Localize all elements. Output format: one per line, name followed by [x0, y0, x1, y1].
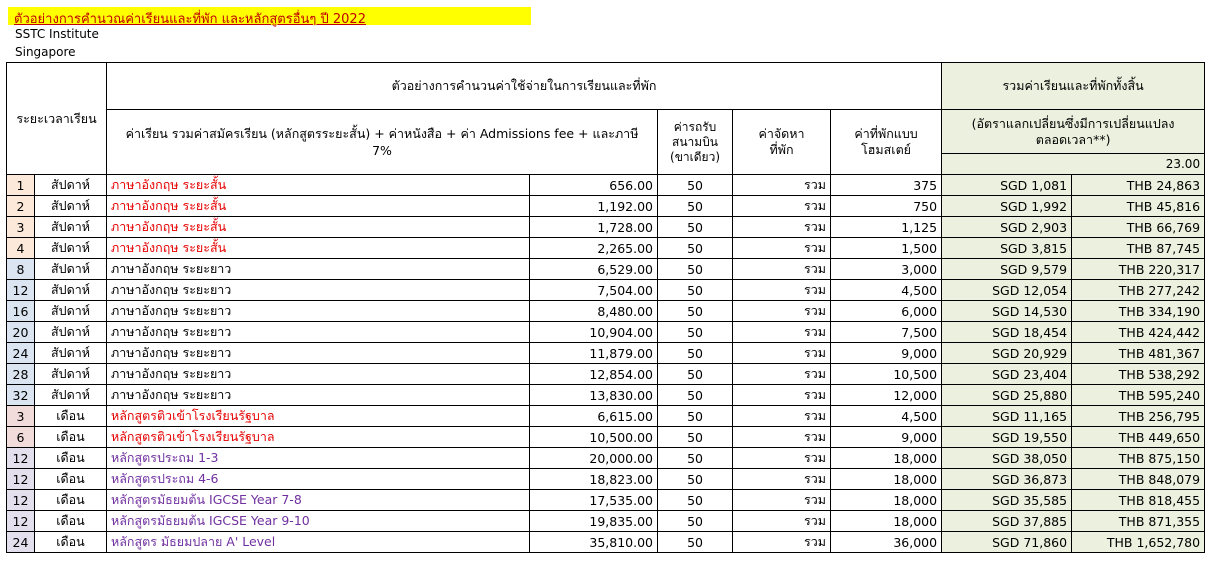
duration-unit: เดือน	[35, 448, 107, 469]
tuition-fee: 13,830.00	[530, 385, 658, 406]
total-sgd: SGD 36,873	[942, 469, 1072, 490]
duration-number: 32	[7, 385, 35, 406]
spacer-cell	[432, 280, 530, 301]
total-sgd: SGD 38,050	[942, 448, 1072, 469]
placement-fee: รวม	[733, 364, 831, 385]
table-row	[7, 217, 1205, 238]
table-row	[7, 385, 1205, 406]
course-name: ภาษาอังกฤษ ระยะสั้น	[107, 196, 432, 217]
tuition-fee: 1,728.00	[530, 217, 658, 238]
placement-fee: รวม	[733, 175, 831, 196]
airport-fee: 50	[658, 427, 733, 448]
placement-fee: รวม	[733, 322, 831, 343]
table-row	[7, 427, 1205, 448]
table-row	[7, 406, 1205, 427]
total-thb: THB 24,863	[1072, 175, 1205, 196]
fee-table	[6, 62, 1205, 553]
placement-fee: รวม	[733, 448, 831, 469]
tuition-fee: 7,504.00	[530, 280, 658, 301]
duration-unit: เดือน	[35, 490, 107, 511]
airport-fee: 50	[658, 511, 733, 532]
tuition-fee: 6,615.00	[530, 406, 658, 427]
placement-fee: รวม	[733, 259, 831, 280]
placement-fee: รวม	[733, 490, 831, 511]
placement-fee: รวม	[733, 406, 831, 427]
course-name: ภาษาอังกฤษ ระยะยาว	[107, 343, 432, 364]
placement-fee: รวม	[733, 532, 831, 553]
homestay-fee: 4,500	[831, 406, 942, 427]
header-duration: ระยะเวลาเรียน	[7, 63, 107, 175]
total-sgd: SGD 12,054	[942, 280, 1072, 301]
table-row	[7, 490, 1205, 511]
homestay-fee: 7,500	[831, 322, 942, 343]
total-thb: THB 277,242	[1072, 280, 1205, 301]
table-row	[7, 343, 1205, 364]
duration-unit: เดือน	[35, 511, 107, 532]
duration-number: 12	[7, 280, 35, 301]
homestay-fee: 18,000	[831, 448, 942, 469]
spacer-cell	[432, 343, 530, 364]
spacer-cell	[432, 490, 530, 511]
course-name: ภาษาอังกฤษ ระยะสั้น	[107, 217, 432, 238]
placement-fee: รวม	[733, 280, 831, 301]
total-thb: THB 334,190	[1072, 301, 1205, 322]
total-thb: THB 66,769	[1072, 217, 1205, 238]
placement-fee: รวม	[733, 427, 831, 448]
spacer-cell	[432, 511, 530, 532]
duration-unit: เดือน	[35, 532, 107, 553]
duration-number: 4	[7, 238, 35, 259]
duration-unit: สัปดาห์	[35, 322, 107, 343]
duration-number: 24	[7, 343, 35, 364]
placement-fee: รวม	[733, 385, 831, 406]
table-row	[7, 469, 1205, 490]
duration-number: 3	[7, 217, 35, 238]
homestay-fee: 750	[831, 196, 942, 217]
tuition-fee: 17,535.00	[530, 490, 658, 511]
duration-number: 8	[7, 259, 35, 280]
table-row	[7, 364, 1205, 385]
header-total-group: รวมค่าเรียนและที่พักทั้งสิ้น	[942, 63, 1205, 110]
spacer-cell	[432, 469, 530, 490]
spacer-cell	[432, 322, 530, 343]
airport-fee: 50	[658, 448, 733, 469]
tuition-fee: 10,500.00	[530, 427, 658, 448]
duration-unit: สัปดาห์	[35, 301, 107, 322]
airport-fee: 50	[658, 343, 733, 364]
institute-name: SSTC Institute	[15, 27, 99, 41]
duration-unit: เดือน	[35, 469, 107, 490]
placement-fee: รวม	[733, 217, 831, 238]
duration-unit: สัปดาห์	[35, 280, 107, 301]
duration-number: 28	[7, 364, 35, 385]
duration-unit: สัปดาห์	[35, 175, 107, 196]
airport-fee: 50	[658, 259, 733, 280]
duration-unit: สัปดาห์	[35, 385, 107, 406]
course-name: หลักสูตรติวเข้าโรงเรียนรัฐบาล	[107, 427, 432, 448]
duration-unit: สัปดาห์	[35, 343, 107, 364]
placement-fee: รวม	[733, 238, 831, 259]
header-airport: ค่ารถรับสนามบิน (ขาเดียว)	[658, 110, 733, 175]
tuition-fee: 19,835.00	[530, 511, 658, 532]
airport-fee: 50	[658, 217, 733, 238]
course-name: ภาษาอังกฤษ ระยะยาว	[107, 322, 432, 343]
total-thb: THB 220,317	[1072, 259, 1205, 280]
duration-unit: สัปดาห์	[35, 238, 107, 259]
total-sgd: SGD 37,885	[942, 511, 1072, 532]
total-thb: THB 449,650	[1072, 427, 1205, 448]
spacer-cell	[432, 385, 530, 406]
table-row	[7, 322, 1205, 343]
total-sgd: SGD 25,880	[942, 385, 1072, 406]
homestay-fee: 18,000	[831, 511, 942, 532]
duration-number: 20	[7, 322, 35, 343]
placement-fee: รวม	[733, 343, 831, 364]
tuition-fee: 6,529.00	[530, 259, 658, 280]
total-sgd: SGD 1,992	[942, 196, 1072, 217]
homestay-fee: 9,000	[831, 343, 942, 364]
header-homestay: ค่าที่พักแบบโฮมสเตย์	[831, 110, 942, 175]
table-row	[7, 259, 1205, 280]
tuition-fee: 656.00	[530, 175, 658, 196]
airport-fee: 50	[658, 406, 733, 427]
placement-fee: รวม	[733, 196, 831, 217]
tuition-fee: 12,854.00	[530, 364, 658, 385]
table-row	[7, 301, 1205, 322]
spacer-cell	[432, 532, 530, 553]
duration-number: 12	[7, 469, 35, 490]
total-sgd: SGD 11,165	[942, 406, 1072, 427]
course-name: หลักสูตรมัธยมต้น IGCSE Year 9-10	[107, 511, 432, 532]
total-sgd: SGD 2,903	[942, 217, 1072, 238]
course-name: หลักสูตรประถม 4-6	[107, 469, 432, 490]
total-thb: THB 87,745	[1072, 238, 1205, 259]
total-sgd: SGD 23,404	[942, 364, 1072, 385]
total-sgd: SGD 20,929	[942, 343, 1072, 364]
course-name: หลักสูตร มัธยมปลาย A' Level	[107, 532, 432, 553]
course-name: ภาษาอังกฤษ ระยะยาว	[107, 280, 432, 301]
homestay-fee: 6,000	[831, 301, 942, 322]
airport-fee: 50	[658, 196, 733, 217]
homestay-fee: 12,000	[831, 385, 942, 406]
total-sgd: SGD 9,579	[942, 259, 1072, 280]
duration-number: 1	[7, 175, 35, 196]
total-thb: THB 871,355	[1072, 511, 1205, 532]
tuition-fee: 11,879.00	[530, 343, 658, 364]
header-placement: ค่าจัดหาที่พัก	[733, 110, 831, 175]
table-row	[7, 175, 1205, 196]
spacer-cell	[432, 406, 530, 427]
total-thb: THB 481,367	[1072, 343, 1205, 364]
course-name: ภาษาอังกฤษ ระยะยาว	[107, 259, 432, 280]
total-thb: THB 818,455	[1072, 490, 1205, 511]
airport-fee: 50	[658, 469, 733, 490]
duration-unit: เดือน	[35, 427, 107, 448]
duration-unit: สัปดาห์	[35, 364, 107, 385]
header-calc-group: ตัวอย่างการคำนวนค่าใช้จ่ายในการเรียนและที่พัก	[107, 63, 942, 110]
document-title: ตัวอย่างการคำนวณค่าเรียนและที่พัก และหลักสูตรอื่นๆ ปี 2022	[14, 12, 366, 27]
homestay-fee: 1,500	[831, 238, 942, 259]
spacer-cell	[432, 238, 530, 259]
total-thb: THB 595,240	[1072, 385, 1205, 406]
airport-fee: 50	[658, 490, 733, 511]
total-sgd: SGD 71,860	[942, 532, 1072, 553]
duration-number: 3	[7, 406, 35, 427]
spacer-cell	[432, 364, 530, 385]
course-name: ภาษาอังกฤษ ระยะยาว	[107, 385, 432, 406]
table-row	[7, 196, 1205, 217]
airport-fee: 50	[658, 280, 733, 301]
homestay-fee: 18,000	[831, 469, 942, 490]
tuition-fee: 1,192.00	[530, 196, 658, 217]
total-thb: THB 848,079	[1072, 469, 1205, 490]
duration-number: 12	[7, 448, 35, 469]
total-sgd: SGD 14,530	[942, 301, 1072, 322]
total-thb: THB 256,795	[1072, 406, 1205, 427]
spacer-cell	[432, 196, 530, 217]
homestay-fee: 10,500	[831, 364, 942, 385]
homestay-fee: 3,000	[831, 259, 942, 280]
spacer-cell	[432, 175, 530, 196]
airport-fee: 50	[658, 364, 733, 385]
homestay-fee: 36,000	[831, 532, 942, 553]
duration-number: 24	[7, 532, 35, 553]
course-name: หลักสูตรติวเข้าโรงเรียนรัฐบาล	[107, 406, 432, 427]
homestay-fee: 375	[831, 175, 942, 196]
document-title-banner	[8, 7, 531, 25]
header-exchange-note: (อัตราแลกเปลี่ยนซึ่งมีการเปลี่ยนแปลงตลอดเวลา**)	[942, 110, 1205, 154]
course-name: หลักสูตรมัธยมต้น IGCSE Year 7-8	[107, 490, 432, 511]
course-name: ภาษาอังกฤษ ระยะยาว	[107, 364, 432, 385]
table-row	[7, 280, 1205, 301]
total-sgd: SGD 35,585	[942, 490, 1072, 511]
course-name: ภาษาอังกฤษ ระยะยาว	[107, 301, 432, 322]
tuition-fee: 10,904.00	[530, 322, 658, 343]
total-sgd: SGD 3,815	[942, 238, 1072, 259]
homestay-fee: 9,000	[831, 427, 942, 448]
duration-unit: สัปดาห์	[35, 217, 107, 238]
homestay-fee: 4,500	[831, 280, 942, 301]
spacer-cell	[432, 259, 530, 280]
total-sgd: SGD 1,081	[942, 175, 1072, 196]
country-name: Singapore	[15, 45, 76, 59]
duration-number: 12	[7, 490, 35, 511]
airport-fee: 50	[658, 238, 733, 259]
airport-fee: 50	[658, 532, 733, 553]
table-row	[7, 238, 1205, 259]
table-row	[7, 448, 1205, 469]
header-tuition: ค่าเรียน รวมค่าสมัครเรียน (หลักสูตรระยะสั้น) + ค่าหนังสือ + ค่า Admissions fee + และภาษี 7%	[107, 110, 658, 175]
tuition-fee: 8,480.00	[530, 301, 658, 322]
total-thb: THB 1,652,780	[1072, 532, 1205, 553]
total-sgd: SGD 19,550	[942, 427, 1072, 448]
table-row	[7, 511, 1205, 532]
duration-number: 16	[7, 301, 35, 322]
airport-fee: 50	[658, 322, 733, 343]
duration-number: 12	[7, 511, 35, 532]
course-name: ภาษาอังกฤษ ระยะสั้น	[107, 238, 432, 259]
total-thb: THB 424,442	[1072, 322, 1205, 343]
duration-number: 2	[7, 196, 35, 217]
table-row	[7, 532, 1205, 553]
total-thb: THB 45,816	[1072, 196, 1205, 217]
tuition-fee: 20,000.00	[530, 448, 658, 469]
spacer-cell	[432, 217, 530, 238]
course-name: หลักสูตรประถม 1-3	[107, 448, 432, 469]
total-thb: THB 875,150	[1072, 448, 1205, 469]
header-exchange-rate: 23.00	[942, 154, 1205, 175]
tuition-fee: 2,265.00	[530, 238, 658, 259]
tuition-fee: 18,823.00	[530, 469, 658, 490]
placement-fee: รวม	[733, 511, 831, 532]
total-thb: THB 538,292	[1072, 364, 1205, 385]
course-name: ภาษาอังกฤษ ระยะสั้น	[107, 175, 432, 196]
total-sgd: SGD 18,454	[942, 322, 1072, 343]
placement-fee: รวม	[733, 301, 831, 322]
duration-number: 6	[7, 427, 35, 448]
duration-unit: เดือน	[35, 406, 107, 427]
airport-fee: 50	[658, 385, 733, 406]
tuition-fee: 35,810.00	[530, 532, 658, 553]
airport-fee: 50	[658, 175, 733, 196]
placement-fee: รวม	[733, 469, 831, 490]
homestay-fee: 1,125	[831, 217, 942, 238]
duration-unit: สัปดาห์	[35, 196, 107, 217]
spacer-cell	[432, 448, 530, 469]
spacer-cell	[432, 301, 530, 322]
homestay-fee: 18,000	[831, 490, 942, 511]
spacer-cell	[432, 427, 530, 448]
airport-fee: 50	[658, 301, 733, 322]
duration-unit: สัปดาห์	[35, 259, 107, 280]
